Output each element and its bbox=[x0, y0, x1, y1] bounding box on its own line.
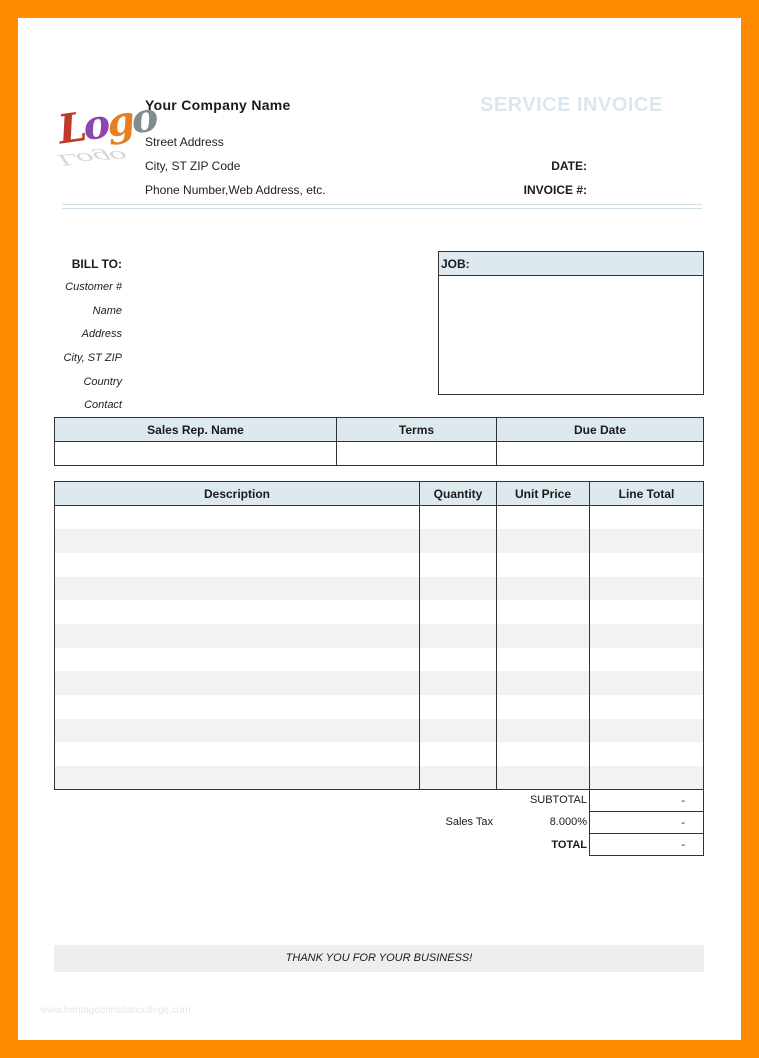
line-total-cell bbox=[590, 624, 704, 648]
description-cell[interactable] bbox=[55, 742, 420, 766]
description-cell[interactable] bbox=[55, 577, 420, 601]
terms-cell[interactable] bbox=[337, 442, 497, 466]
line-total-cell bbox=[590, 529, 704, 553]
total-value: - bbox=[589, 833, 704, 856]
city-state-zip: City, ST ZIP Code bbox=[145, 159, 241, 173]
header-divider bbox=[62, 204, 702, 205]
col-description: Description bbox=[55, 482, 420, 506]
quantity-cell[interactable] bbox=[420, 600, 497, 624]
thank-you-banner: THANK YOU FOR YOUR BUSINESS! bbox=[54, 945, 704, 972]
quantity-cell[interactable] bbox=[420, 624, 497, 648]
sales-tax-label: Sales Tax bbox=[445, 816, 493, 828]
quantity-cell[interactable] bbox=[420, 742, 497, 766]
unit-price-cell[interactable] bbox=[497, 577, 590, 601]
col-line-total: Line Total bbox=[590, 482, 704, 506]
quantity-cell[interactable] bbox=[420, 529, 497, 553]
line-total-cell bbox=[590, 577, 704, 601]
invoice-number-label: INVOICE #: bbox=[523, 183, 587, 197]
unit-price-cell[interactable] bbox=[497, 624, 590, 648]
quantity-cell[interactable] bbox=[420, 506, 497, 530]
logo-wordmark: Logo bbox=[55, 93, 159, 154]
bill-field-country: Country bbox=[83, 376, 122, 388]
bill-to-heading: BILL TO: bbox=[71, 257, 122, 271]
sales-tax-value: - bbox=[589, 811, 704, 834]
unit-price-cell[interactable] bbox=[497, 719, 590, 743]
table-row bbox=[55, 695, 704, 719]
invoice-page bbox=[18, 18, 741, 1040]
document-title: SERVICE INVOICE bbox=[480, 94, 663, 116]
line-total-cell bbox=[590, 671, 704, 695]
line-total-cell bbox=[590, 648, 704, 672]
line-items-table bbox=[54, 481, 704, 790]
description-cell[interactable] bbox=[55, 648, 420, 672]
col-quantity: Quantity bbox=[420, 482, 497, 506]
bill-field-city: City, ST ZIP bbox=[63, 352, 122, 364]
quantity-cell[interactable] bbox=[420, 577, 497, 601]
table-row bbox=[55, 719, 704, 743]
description-cell[interactable] bbox=[55, 529, 420, 553]
bill-field-customer: Customer # bbox=[65, 281, 122, 293]
quantity-cell[interactable] bbox=[420, 553, 497, 577]
table-row bbox=[55, 553, 704, 577]
sales-tax-rate[interactable]: 8.000% bbox=[549, 816, 587, 828]
total-label: TOTAL bbox=[551, 839, 587, 851]
date-label: DATE: bbox=[551, 159, 587, 173]
logo-reflection: Logo bbox=[55, 146, 128, 169]
unit-price-cell[interactable] bbox=[497, 600, 590, 624]
description-cell[interactable] bbox=[55, 553, 420, 577]
company-name: Your Company Name bbox=[145, 97, 291, 113]
table-row bbox=[55, 648, 704, 672]
bill-field-name: Name bbox=[92, 305, 122, 317]
line-total-cell bbox=[590, 719, 704, 743]
description-cell[interactable] bbox=[55, 695, 420, 719]
quantity-cell[interactable] bbox=[420, 719, 497, 743]
line-total-cell bbox=[590, 695, 704, 719]
col-terms: Terms bbox=[337, 418, 497, 442]
quantity-cell[interactable] bbox=[420, 648, 497, 672]
description-cell[interactable] bbox=[55, 671, 420, 695]
bill-field-contact: Contact bbox=[84, 399, 122, 411]
unit-price-cell[interactable] bbox=[497, 695, 590, 719]
unit-price-cell[interactable] bbox=[497, 671, 590, 695]
bill-field-address: Address bbox=[81, 328, 122, 340]
header-divider-2 bbox=[62, 208, 702, 209]
quantity-cell[interactable] bbox=[420, 695, 497, 719]
job-label: JOB: bbox=[439, 252, 703, 276]
line-total-cell bbox=[590, 742, 704, 766]
unit-price-cell[interactable] bbox=[497, 506, 590, 530]
description-cell[interactable] bbox=[55, 600, 420, 624]
unit-price-cell[interactable] bbox=[497, 742, 590, 766]
line-total-cell bbox=[590, 766, 704, 790]
description-cell[interactable] bbox=[55, 506, 420, 530]
col-due-date: Due Date bbox=[497, 418, 704, 442]
table-row bbox=[55, 529, 704, 553]
due-date-cell[interactable] bbox=[497, 442, 704, 466]
subtotal-value: - bbox=[589, 789, 704, 812]
unit-price-cell[interactable] bbox=[497, 529, 590, 553]
watermark: www.heritagechristiancollege.com bbox=[40, 1005, 191, 1016]
col-unit-price: Unit Price bbox=[497, 482, 590, 506]
table-row bbox=[55, 600, 704, 624]
description-cell[interactable] bbox=[55, 766, 420, 790]
line-total-cell bbox=[590, 553, 704, 577]
description-cell[interactable] bbox=[55, 624, 420, 648]
street-address: Street Address bbox=[145, 135, 224, 149]
company-logo bbox=[54, 92, 159, 176]
table-row bbox=[55, 671, 704, 695]
terms-table bbox=[54, 417, 704, 466]
contact-info: Phone Number,Web Address, etc. bbox=[145, 183, 326, 197]
quantity-cell[interactable] bbox=[420, 671, 497, 695]
unit-price-cell[interactable] bbox=[497, 766, 590, 790]
table-row bbox=[55, 624, 704, 648]
job-box bbox=[438, 251, 704, 395]
col-sales-rep: Sales Rep. Name bbox=[55, 418, 337, 442]
sales-rep-cell[interactable] bbox=[55, 442, 337, 466]
subtotal-label: SUBTOTAL bbox=[529, 794, 587, 806]
line-total-cell bbox=[590, 506, 704, 530]
line-total-cell bbox=[590, 600, 704, 624]
unit-price-cell[interactable] bbox=[497, 553, 590, 577]
table-row bbox=[55, 742, 704, 766]
table-row bbox=[55, 766, 704, 790]
table-row bbox=[55, 577, 704, 601]
unit-price-cell[interactable] bbox=[497, 648, 590, 672]
table-row bbox=[55, 506, 704, 530]
description-cell[interactable] bbox=[55, 719, 420, 743]
quantity-cell[interactable] bbox=[420, 766, 497, 790]
